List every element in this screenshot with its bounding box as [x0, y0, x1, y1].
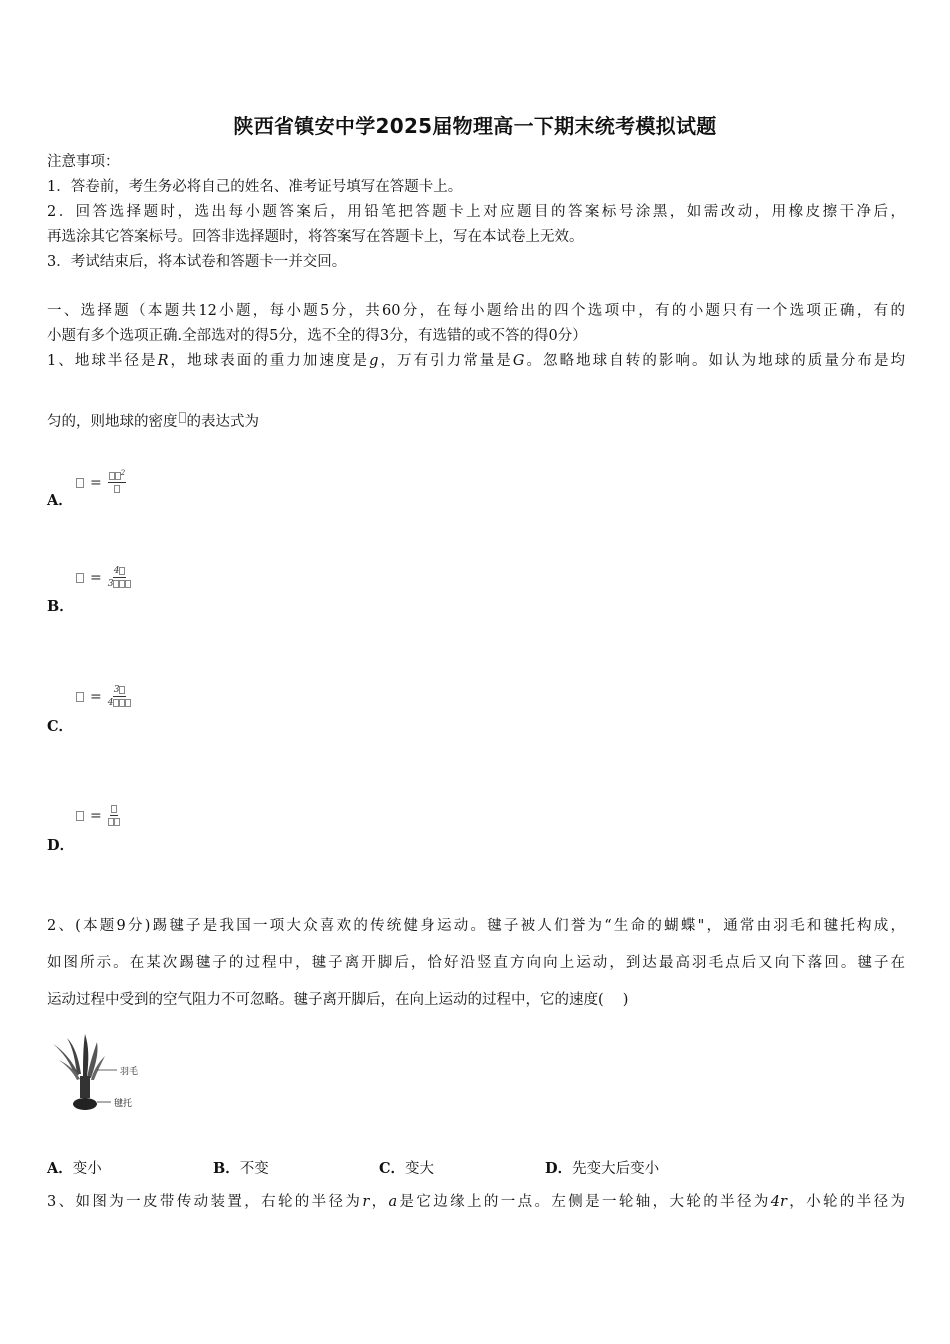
rho-symbol-icon: [76, 573, 84, 583]
q1-text-e: 匀的，则地球的密度: [47, 414, 178, 430]
fraction: [108, 804, 120, 827]
question-1-stem: [47, 351, 905, 371]
notice-heading: 注意事项：: [47, 154, 120, 170]
fraction: $\frac{4}{3}$: [108, 566, 132, 589]
figure-label-feather: 羽毛: [120, 1067, 139, 1077]
q1-option-c-label[interactable]: C．: [47, 718, 74, 735]
fraction: 2: [108, 471, 126, 494]
rho-symbol-icon: [76, 478, 84, 488]
section-1-intro: 一、选择题（本题共12小题，每小题5分，共60分，在每小题给出的四个选项中，有的小题只有一个选项正确，有的: [47, 303, 905, 319]
question-1-stem-cont: [47, 412, 259, 432]
q2-choice-a[interactable]: A．变小: [47, 1160, 102, 1177]
rho-symbol-icon: [179, 412, 186, 423]
shuttlecock-icon: [45, 1030, 155, 1120]
q1-text-f: 的表达式为: [186, 414, 259, 430]
q1-text-d: 。忽略地球自转的影响。如认为地球的质量分布是均: [524, 353, 906, 369]
question-2-stem: 2、(本题9分)踢毽子是我国一项大众喜欢的传统健身运动。毽子被人们誉为“生命的蝴蝶"，通常由羽毛和毽托构成，: [47, 918, 905, 934]
q1-text-a: 1、地球半径是: [47, 353, 158, 369]
notice-item-1: 1．答卷前，考生务必将自己的姓名、准考证号填写在答题卡上。: [47, 179, 463, 195]
rho-symbol-icon: [76, 692, 84, 702]
shuttlecock-figure: [45, 1030, 155, 1120]
q1-option-a-label[interactable]: A．: [47, 492, 73, 509]
q2-choice-c[interactable]: C．变大: [379, 1160, 435, 1177]
q1-text-c: ，万有引力常量是: [378, 353, 513, 369]
q1-var-G: G: [512, 353, 525, 369]
q2-choice-d[interactable]: D．先变大后变小: [545, 1160, 660, 1177]
q1-option-d-formula: =: [76, 804, 120, 827]
section-1-intro-cont: 小题有多个选项正确.全部选对的得5分，选不全的得3分，有选错的或不答的得0分）: [47, 328, 587, 344]
fraction: $\frac{3}{4}$: [108, 685, 132, 708]
rho-symbol-icon: [76, 811, 84, 821]
q2-choice-b[interactable]: B．不变: [213, 1160, 269, 1177]
question-3-stem: 3、如图为一皮带传动装置，右轮的半径为r，a是它边缘上的一点。左侧是一轮轴，大轮的半径为4r，小轮的半径为: [47, 1194, 906, 1210]
notice-item-2-cont: 再选涂其它答案标号。回答非选择题时，将答案写在答题卡上，写在本试卷上无效。: [47, 229, 584, 245]
q1-option-b-formula: = $\frac{4}{3}$: [76, 566, 131, 589]
figure-label-base: 毽托: [114, 1099, 133, 1109]
notice-item-2: 2．回答选择题时，选出每小题答案后，用铅笔把答题卡上对应题目的答案标号涂黑，如需改动，用橡皮擦干净后，: [47, 204, 905, 220]
q1-var-g: g: [369, 353, 379, 369]
question-2-stem-cont-2: 运动过程中受到的空气阻力不可忽略。毽子离开脚后，在向上运动的过程中，它的速度( ): [47, 992, 629, 1008]
q3-var-4r: 4r: [770, 1194, 787, 1210]
q1-option-c-formula: = $\frac{3}{4}$: [76, 685, 131, 708]
page-title: 陕西省镇安中学2025届物理高一下期末统考模拟试题: [233, 114, 717, 138]
q1-var-R: R: [157, 353, 169, 369]
notice-item-3: 3．考试结束后，将本试卷和答题卡一并交回。: [47, 254, 347, 270]
q3-var-r: r: [362, 1194, 370, 1210]
question-2-stem-cont-1: 如图所示。在某次踢毽子的过程中，毽子离开脚后，恰好沿竖直方向向上运动，到达最高羽毛点后又向下落回。毽子在: [47, 955, 905, 971]
q1-option-d-label[interactable]: D．: [47, 837, 75, 854]
question-2-choices: [47, 1157, 711, 1178]
q1-option-a-formula: = $^2$: [76, 471, 126, 494]
q3-var-a: a: [388, 1194, 398, 1210]
q1-text-b: ，地球表面的重力加速度是: [168, 353, 370, 369]
q1-option-b-label[interactable]: B．: [47, 598, 74, 615]
